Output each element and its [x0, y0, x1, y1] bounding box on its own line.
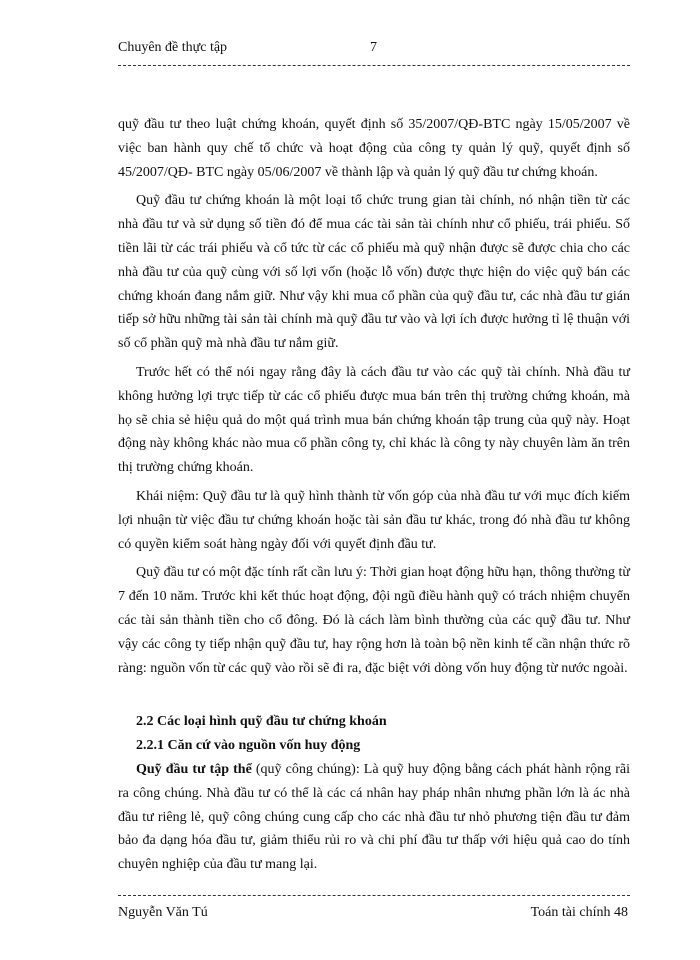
paragraph-3: Trước hết có thể nói ngay rằng đây là cách đầu tư vào các quỹ tài chính. Nhà đầu tư không hưởng lợi trực tiếp từ các cổ phiếu được mua bán trên thị trường chứng khoán, mà họ sẽ chia sẻ hiệu quả do một quá trình mua bán chứng khoán tập trung của quỹ này. Hoạt động này không khác nào mua cổ phần công ty, chỉ khác là công ty này chuyên làm ăn trên thị trường chứng khoán. [118, 364, 630, 476]
section-heading-2-2-1: 2.2.1 Căn cứ vào nguồn vốn huy động [136, 738, 361, 754]
header-divider [118, 65, 630, 66]
footer-class-info: Toán tài chính 48 [530, 905, 628, 920]
paragraph-6 [118, 758, 630, 877]
paragraph-5: Quỹ đầu tư có một đặc tính rất cần lưu ý: Thời gian hoạt động hữu hạn, thông thường từ 7 đến 10 năm. Trước khi kết thúc hoạt động, đội ngũ điều hành quỹ có trách nhiệm chuyển các tài sản thành tiền cho cổ đông. Đó là cách làm bình thường của các quỹ đầu tư. Như vậy các công ty tiếp nhận quỹ đầu tư, hay rộng hơn là toàn bộ nền kinh tế cần nhận thức rõ ràng: nguồn vốn từ các quỹ vào rồi sẽ đi ra, đặc biệt với dòng vốn huy động từ nước ngoài. [118, 565, 630, 676]
page-body [118, 113, 630, 877]
paragraph-6-text: (quỹ công chúng): Là quỹ huy động bằng cách phát hành rộng rãi ra công chúng. Nhà đầu tư có thể là các cá nhân hay pháp nhân nhưng phần lớn là ác nhà đầu tư riêng lẻ, quỹ công chúng cung cấp cho các nhà đầu tư nhỏ phương tiện đầu tư đảm bảo đa dạng hóa đầu tư, giảm thiểu rủi ro và chi phí đầu tư thấp với hiệu quả cao do tính chuyên nghiệp của đầu tư mang lại. [118, 761, 630, 873]
paragraph-2: Quỹ đầu tư chứng khoán là một loại tổ chức trung gian tài chính, nó nhận tiền từ các nhà đầu tư và sử dụng số tiền đó để mua các tài sản tài chính như cổ phiếu, trái phiếu. Số tiền lãi từ các trái phiếu và cổ tức từ các cổ phiếu mà quỹ nhận được sẽ được chia cho các nhà đầu tư của quỹ cùng với số lợi vốn (hoặc lỗ vốn) được thực hiện do việc quỹ bán các chứng khoán đang nắm giữ. Như vậy khi mua cổ phần của quỹ đầu tư, các nhà đầu tư gián tiếp sở hữu những tài sản tài chính mà quỹ đầu tư vào và lợi ích được hưởng tỉ lệ thuận với số cổ phần quỹ mà nhà đầu tư nắm giữ. [118, 193, 630, 352]
footer-author: Nguyễn Văn Tú [118, 905, 208, 920]
paragraph-1: quỹ đầu tư theo luật chứng khoán, quyết định số 35/2007/QĐ-BTC ngày 15/05/2007 về việc ban hành quy chế tổ chức và hoạt động của công ty quản lý quỹ, quyết định số 45/2007/QĐ- BTC ngày 05/06/2007 về thành lập và quản lý quỹ đầu tư chứng khoán. [118, 117, 630, 180]
paragraph-4: Khái niệm: Quỹ đầu tư là quỹ hình thành từ vốn góp của nhà đầu tư với mục đích kiếm lợi nhuận từ việc đầu tư chứng khoán hoặc tài sản đầu tư khác, trong đó nhà đầu tư không có quyền kiểm soát hàng ngày đối với quyết định đầu tư. [118, 488, 630, 552]
term-bold: Quỹ đầu tư tập thể [136, 761, 252, 777]
footer-divider [118, 895, 630, 896]
page-number: 7 [370, 40, 377, 55]
header-title: Chuyên đề thực tập [118, 40, 228, 55]
section-heading-2-2: 2.2 Các loại hình quỹ đầu tư chứng khoán [136, 714, 387, 730]
